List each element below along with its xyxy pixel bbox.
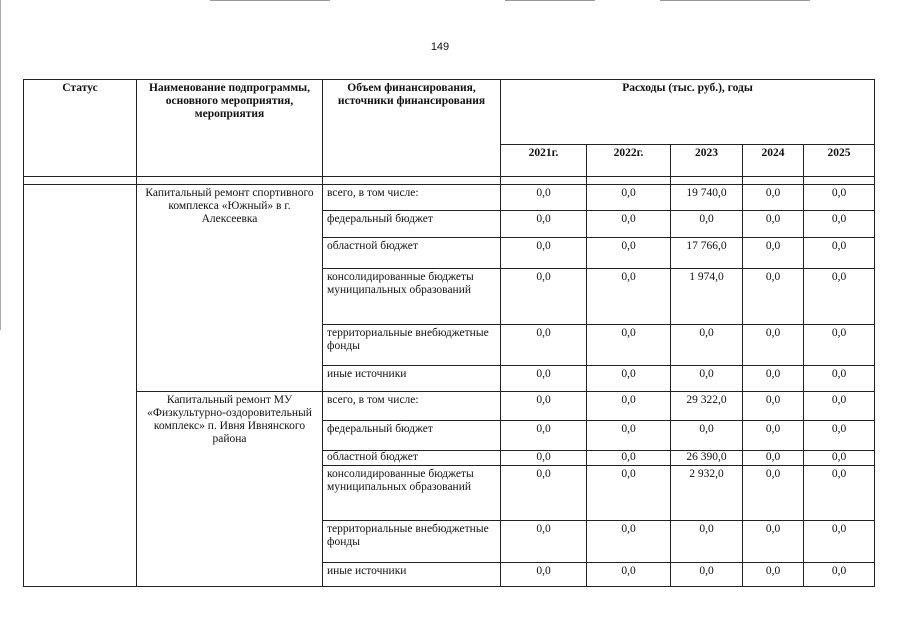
page-number: 149 <box>430 41 450 53</box>
value-cell: 0,0 <box>743 211 804 238</box>
value-cell: 0,0 <box>743 185 804 211</box>
funding-source: консолидированные бюджеты муниципальных образований <box>323 269 501 325</box>
value-cell: 29 322,0 <box>671 392 743 421</box>
value-cell: 0,0 <box>804 421 875 451</box>
funding-source: областной бюджет <box>323 451 501 466</box>
value-cell: 0,0 <box>501 366 587 392</box>
value-cell: 0,0 <box>501 521 587 563</box>
value-cell: 0,0 <box>501 421 587 451</box>
value-cell: 0,0 <box>671 521 743 563</box>
value-cell: 0,0 <box>587 238 671 269</box>
header-expenses: Расходы (тыс. руб.), годы <box>501 80 875 145</box>
value-cell: 0,0 <box>743 238 804 269</box>
value-cell: 0,0 <box>743 325 804 366</box>
value-cell: 0,0 <box>804 521 875 563</box>
value-cell: 0,0 <box>587 392 671 421</box>
project-name: Капитальный ремонт МУ «Физкультурно-оздоровительный комплекс» п. Ивня Ивнянского района <box>137 392 323 587</box>
scan-edge-line <box>210 0 330 1</box>
funding-source: всего, в том числе: <box>323 392 501 421</box>
table-row <box>24 185 875 211</box>
value-cell: 0,0 <box>804 238 875 269</box>
header-year: 2022г. <box>587 145 671 177</box>
value-cell: 0,0 <box>743 521 804 563</box>
value-cell: 0,0 <box>587 325 671 366</box>
scan-edge-line <box>505 0 595 1</box>
value-cell: 0,0 <box>587 211 671 238</box>
value-cell: 0,0 <box>587 451 671 466</box>
funding-source: всего, в том числе: <box>323 185 501 211</box>
value-cell: 0,0 <box>501 392 587 421</box>
value-cell: 0,0 <box>501 211 587 238</box>
value-cell: 0,0 <box>501 185 587 211</box>
value-cell: 0,0 <box>671 421 743 451</box>
header-year: 2024 <box>743 145 804 177</box>
header-funding: Объем финансирования, источники финансирования <box>323 80 501 177</box>
header-year: 2025 <box>804 145 875 177</box>
value-cell: 0,0 <box>743 392 804 421</box>
funding-source: федеральный бюджет <box>323 421 501 451</box>
table-row <box>24 392 875 421</box>
value-cell: 0,0 <box>743 563 804 587</box>
header-year: 2023 <box>671 145 743 177</box>
value-cell: 0,0 <box>743 366 804 392</box>
funding-source: иные источники <box>323 366 501 392</box>
value-cell: 0,0 <box>501 325 587 366</box>
value-cell: 0,0 <box>501 269 587 325</box>
value-cell: 0,0 <box>587 366 671 392</box>
header-name: Наименование подпрограммы, основного мероприятия, мероприятия <box>137 80 323 177</box>
value-cell: 26 390,0 <box>671 451 743 466</box>
value-cell: 17 766,0 <box>671 238 743 269</box>
project-name: Капитальный ремонт спортивного комплекса «Южный» в г. Алексеевка <box>137 185 323 392</box>
funding-source: областной бюджет <box>323 238 501 269</box>
status-cell <box>24 185 137 587</box>
value-cell: 0,0 <box>671 366 743 392</box>
value-cell: 0,0 <box>804 269 875 325</box>
value-cell: 0,0 <box>587 421 671 451</box>
value-cell: 0,0 <box>671 325 743 366</box>
value-cell: 0,0 <box>501 238 587 269</box>
value-cell: 0,0 <box>743 466 804 521</box>
value-cell: 0,0 <box>804 185 875 211</box>
value-cell: 0,0 <box>671 563 743 587</box>
value-cell: 0,0 <box>501 466 587 521</box>
value-cell: 0,0 <box>501 563 587 587</box>
funding-source: консолидированные бюджеты муниципальных образований <box>323 466 501 521</box>
value-cell: 2 932,0 <box>671 466 743 521</box>
header-status: Статус <box>24 80 137 177</box>
value-cell: 0,0 <box>804 451 875 466</box>
value-cell: 0,0 <box>587 521 671 563</box>
value-cell: 19 740,0 <box>671 185 743 211</box>
value-cell: 0,0 <box>743 421 804 451</box>
funding-source: федеральный бюджет <box>323 211 501 238</box>
value-cell: 0,0 <box>501 451 587 466</box>
funding-source: территориальные внебюджетные фонды <box>323 325 501 366</box>
header-year: 2021г. <box>501 145 587 177</box>
value-cell: 0,0 <box>587 466 671 521</box>
header-row <box>24 80 875 145</box>
value-cell: 0,0 <box>804 211 875 238</box>
value-cell: 0,0 <box>804 392 875 421</box>
value-cell: 1 974,0 <box>671 269 743 325</box>
budget-table <box>23 79 875 587</box>
value-cell: 0,0 <box>804 325 875 366</box>
value-cell: 0,0 <box>671 211 743 238</box>
value-cell: 0,0 <box>743 269 804 325</box>
value-cell: 0,0 <box>587 185 671 211</box>
funding-source: иные источники <box>323 563 501 587</box>
value-cell: 0,0 <box>804 466 875 521</box>
value-cell: 0,0 <box>804 366 875 392</box>
separator-row <box>24 177 875 185</box>
value-cell: 0,0 <box>743 451 804 466</box>
value-cell: 0,0 <box>804 563 875 587</box>
value-cell: 0,0 <box>587 269 671 325</box>
value-cell: 0,0 <box>587 563 671 587</box>
scan-edge-line <box>660 0 810 1</box>
funding-source: территориальные внебюджетные фонды <box>323 521 501 563</box>
